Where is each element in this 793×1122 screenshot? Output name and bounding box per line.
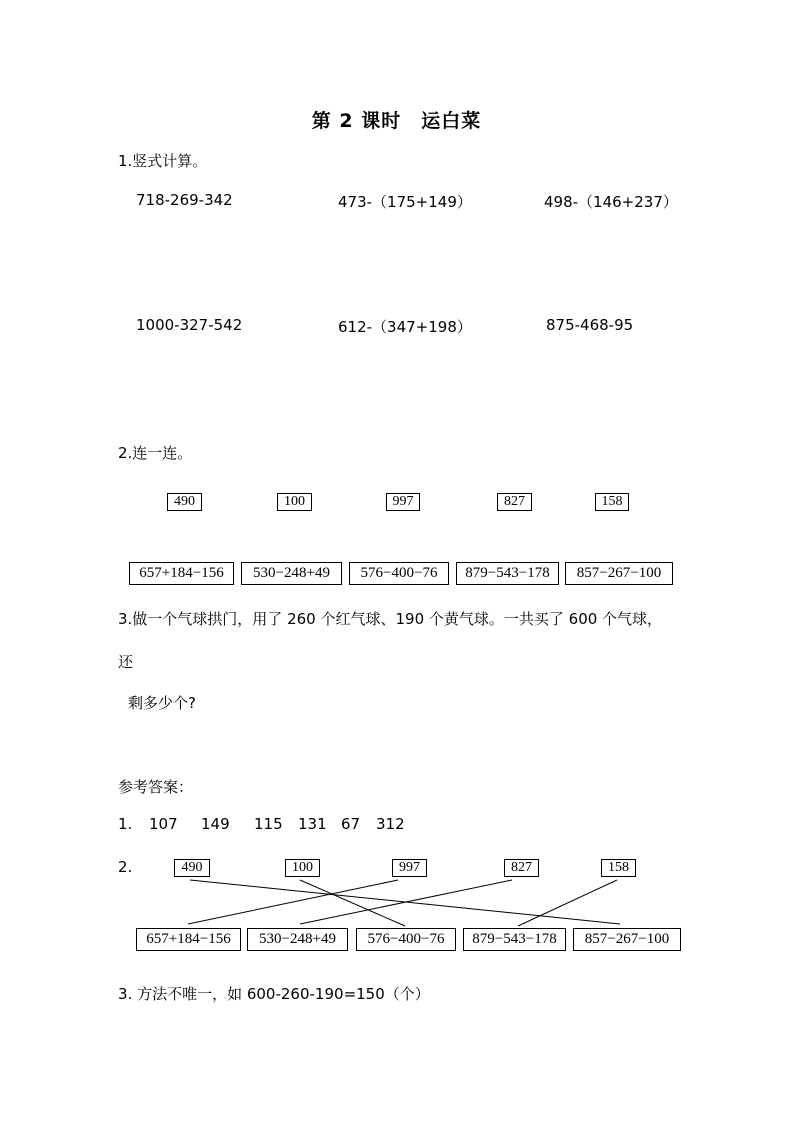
expression-box: 857−267−100	[565, 562, 673, 585]
answer-1-label: 1.	[118, 815, 133, 833]
q1-heading: 1.竖式计算。	[118, 152, 208, 170]
match-line-997	[188, 880, 398, 924]
answer-number-box: 100	[285, 859, 320, 877]
answer-number-box: 827	[504, 859, 539, 877]
answer-expression-box: 576−400−76	[356, 928, 456, 951]
match-line-100	[300, 880, 405, 926]
q3-line1: 3.做一个气球拱门，用了 260 个红气球、190 个黄气球。一共买了 600 个气球，	[118, 610, 663, 628]
q1-expr: 612-（347+198）	[338, 318, 472, 336]
answer-value: 115	[254, 815, 283, 833]
q1-expr: 498-（146+237）	[544, 193, 678, 211]
number-box: 997	[386, 493, 420, 511]
answer-value: 312	[376, 815, 405, 833]
q2-heading: 2.连一连。	[118, 444, 193, 462]
q3-line2: 还	[118, 653, 134, 671]
answer-value: 149	[201, 815, 230, 833]
expression-box: 530−248+49	[241, 562, 342, 585]
answer-number-box: 490	[174, 859, 210, 877]
answer-value: 131	[298, 815, 327, 833]
number-box: 158	[595, 493, 629, 511]
q3-line3: 剩多少个?	[128, 694, 196, 712]
q1-expr: 473-（175+149）	[338, 193, 472, 211]
q1-expr: 1000-327-542	[136, 316, 243, 334]
answer-value: 107	[149, 815, 178, 833]
expression-box: 657+184−156	[129, 562, 234, 585]
answer-2-label: 2.	[118, 858, 133, 876]
answer-expression-box: 530−248+49	[247, 928, 348, 951]
answer-number-box: 158	[601, 859, 636, 877]
q1-expr: 875-468-95	[546, 316, 634, 334]
answers-heading: 参考答案：	[118, 778, 194, 796]
number-box: 827	[497, 493, 532, 511]
match-line-827	[300, 880, 512, 924]
answer-number-box: 997	[392, 859, 427, 877]
answer-expression-box: 857−267−100	[573, 928, 681, 951]
answer-value: 67	[341, 815, 361, 833]
answer-expression-box: 657+184−156	[136, 928, 241, 951]
answer-expression-box: 879−543−178	[463, 928, 566, 951]
expression-box: 879−543−178	[456, 562, 559, 585]
answer-3: 3. 方法不唯一，如 600-260-190=150（个）	[118, 985, 430, 1003]
expression-box: 576−400−76	[349, 562, 449, 585]
number-box: 490	[167, 493, 202, 511]
page-title: 第 2 课时 运白菜	[311, 110, 482, 132]
number-box: 100	[277, 493, 312, 511]
q1-expr: 718-269-342	[136, 191, 233, 209]
